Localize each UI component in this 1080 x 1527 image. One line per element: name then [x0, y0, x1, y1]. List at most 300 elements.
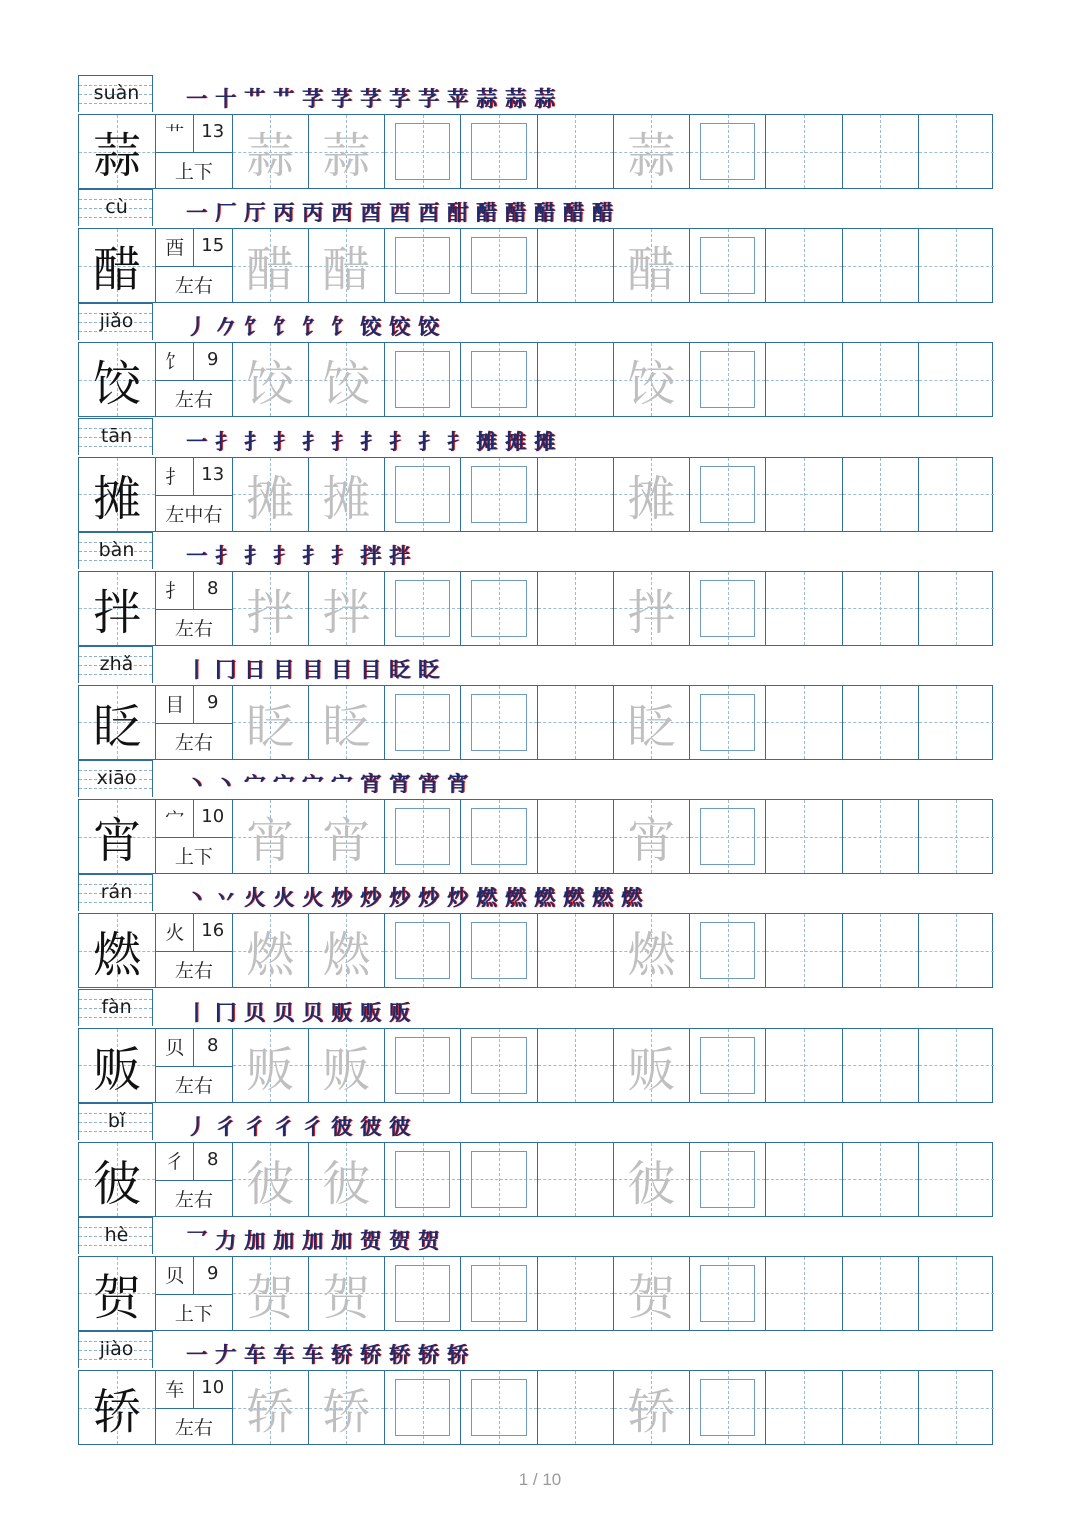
practice-cell-boxed[interactable]: [460, 229, 536, 302]
stroke-step: 艹: [244, 86, 265, 111]
stroke-step: 蒜: [505, 86, 526, 111]
trace-cell[interactable]: [613, 1029, 689, 1102]
trace-cell[interactable]: [613, 686, 689, 759]
trace-cell[interactable]: [308, 800, 384, 873]
stroke-step: 𠂊: [215, 314, 236, 340]
practice-cell-boxed[interactable]: [384, 115, 460, 188]
trace-cell[interactable]: [232, 686, 308, 759]
structure-label: 左右: [174, 731, 213, 754]
trace-cell[interactable]: [308, 1029, 384, 1102]
stroke-step: 饣: [302, 314, 323, 340]
dash-guide: [880, 572, 881, 645]
stroke-step: 宀: [244, 771, 265, 797]
trace-cell[interactable]: [613, 914, 689, 987]
divider: [156, 1066, 231, 1067]
practice-cell-boxed[interactable]: [460, 1371, 536, 1444]
stroke-step: 摊: [476, 428, 497, 454]
practice-cell[interactable]: [918, 1257, 994, 1330]
stroke-step: 加: [244, 1227, 265, 1253]
dash-guide: [804, 914, 805, 987]
stroke-step: 彼: [331, 1113, 352, 1139]
stroke-step: 丶: [186, 771, 207, 797]
inner-box: [471, 694, 526, 751]
pinyin-row: [78, 646, 993, 684]
stroke-step: 宀: [331, 771, 352, 797]
trace-cell[interactable]: [232, 115, 308, 188]
practice-cell[interactable]: [537, 914, 613, 987]
trace-cell[interactable]: [232, 800, 308, 873]
practice-cell[interactable]: [842, 800, 918, 873]
dash-guide: [880, 343, 881, 416]
stroke-step: 厂: [215, 200, 236, 226]
stroke-step: 饣: [331, 314, 352, 340]
inner-box: [700, 351, 755, 408]
trace-cell[interactable]: [232, 458, 308, 531]
pinyin-row: [78, 1103, 993, 1141]
trace-cell[interactable]: [232, 1143, 308, 1216]
stroke-step: 饣: [244, 314, 265, 340]
stroke-step: 苹: [447, 86, 468, 111]
trace-character: 拌: [246, 584, 295, 641]
stroke-step: 彼: [360, 1113, 381, 1139]
pinyin-label: hè: [104, 1223, 129, 1246]
practice-cell[interactable]: [765, 800, 841, 873]
stroke-step: 贩: [331, 999, 352, 1025]
inner-box: [395, 694, 450, 751]
stroke-order: [182, 311, 443, 341]
stroke-step: 宵: [418, 771, 439, 797]
trace-character: 燃: [246, 927, 295, 984]
practice-cell[interactable]: [918, 914, 994, 987]
pinyin-box: [78, 646, 153, 683]
practice-cell[interactable]: [918, 686, 994, 759]
dash-guide: [575, 1371, 576, 1444]
dash-guide: [956, 1029, 957, 1102]
inner-box: [395, 351, 450, 408]
stroke-step: 目: [273, 656, 294, 682]
practice-cell[interactable]: [537, 229, 613, 302]
trace-character: 眨: [322, 698, 371, 755]
practice-cell[interactable]: [842, 343, 918, 416]
practice-cell-boxed[interactable]: [384, 1143, 460, 1216]
stroke-step: 醋: [476, 200, 497, 226]
practice-cell-boxed[interactable]: [384, 572, 460, 645]
stroke-step: 冂: [215, 999, 236, 1025]
character-block: [78, 532, 993, 646]
stroke-step: 拌: [360, 542, 381, 568]
dash-guide: [575, 1143, 576, 1216]
practice-cell[interactable]: [765, 1371, 841, 1444]
inner-box: [471, 1265, 526, 1322]
dash-guide: [956, 914, 957, 987]
stroke-step: 十: [215, 86, 236, 111]
stroke-step: 芓: [418, 86, 439, 111]
practice-cell-boxed[interactable]: [384, 1029, 460, 1102]
practice-cell[interactable]: [537, 1143, 613, 1216]
practice-cell-boxed[interactable]: [460, 914, 536, 987]
practice-cell-boxed[interactable]: [384, 686, 460, 759]
practice-cell[interactable]: [537, 458, 613, 531]
practice-cell[interactable]: [918, 1371, 994, 1444]
practice-cell[interactable]: [537, 1029, 613, 1102]
model-character: 贩: [93, 1041, 142, 1098]
dash-guide: [956, 229, 957, 302]
practice-cell[interactable]: [765, 572, 841, 645]
writing-row: [78, 1370, 993, 1445]
practice-cell[interactable]: [765, 1143, 841, 1216]
dash-guide: [956, 1371, 957, 1444]
trace-cell[interactable]: [308, 343, 384, 416]
stroke-step: 火: [244, 885, 265, 911]
stroke-count: 9: [207, 349, 219, 371]
trace-cell[interactable]: [308, 572, 384, 645]
stroke-step: 丿: [186, 1113, 207, 1139]
dash-guide: [575, 686, 576, 759]
stroke-step: 厅: [244, 200, 265, 226]
practice-cell[interactable]: [842, 686, 918, 759]
stroke-count: 8: [207, 1148, 219, 1170]
char-info-cell: [155, 914, 231, 987]
dash-guide: [880, 229, 881, 302]
stroke-step: 燃: [563, 885, 584, 911]
pinyin-label: zhǎ: [99, 652, 134, 675]
practice-cell[interactable]: [842, 572, 918, 645]
structure-label: 左右: [174, 1074, 213, 1097]
pinyin-box: [78, 532, 153, 569]
stroke-count: 8: [207, 577, 219, 599]
practice-cell[interactable]: [765, 1257, 841, 1330]
trace-cell[interactable]: [613, 800, 689, 873]
trace-cell[interactable]: [232, 1371, 308, 1444]
inner-box: [471, 808, 526, 865]
practice-cell[interactable]: [537, 686, 613, 759]
inner-box: [471, 922, 526, 979]
dash-guide: [804, 1371, 805, 1444]
dash-guide: [575, 1029, 576, 1102]
char-info-cell: [155, 1029, 231, 1102]
stroke-step: 丶: [186, 885, 207, 911]
inner-box: [471, 466, 526, 523]
stroke-count: 9: [207, 1262, 219, 1284]
trace-character: 饺: [627, 356, 676, 413]
stroke-step: 宵: [389, 771, 410, 797]
stroke-step: 酉: [389, 200, 410, 226]
stroke-step: 摊: [505, 428, 526, 454]
trace-character: 蒜: [627, 128, 676, 184]
stroke-step: 扌: [215, 428, 236, 454]
trace-character: 饺: [246, 356, 295, 413]
practice-cell[interactable]: [537, 1257, 613, 1330]
divider: [156, 1294, 231, 1295]
practice-cell[interactable]: [537, 115, 613, 188]
model-character: 宵: [93, 813, 142, 870]
structure-label: 左右: [174, 1188, 213, 1211]
practice-cell-boxed[interactable]: [460, 115, 536, 188]
trace-character: 宵: [246, 813, 295, 870]
stroke-step: 宀: [302, 771, 323, 797]
practice-cell-boxed[interactable]: [460, 343, 536, 416]
trace-cell[interactable]: [308, 686, 384, 759]
stroke-step: 芓: [360, 86, 381, 111]
stroke-step: 轿: [331, 1342, 352, 1368]
stroke-step: 贺: [418, 1227, 439, 1253]
practice-cell[interactable]: [765, 229, 841, 302]
practice-cell[interactable]: [537, 572, 613, 645]
trace-cell[interactable]: [613, 343, 689, 416]
practice-cell-boxed[interactable]: [384, 1257, 460, 1330]
dash-guide: [575, 229, 576, 302]
practice-cell-boxed[interactable]: [689, 343, 765, 416]
pinyin-row: [78, 760, 993, 798]
practice-cell[interactable]: [842, 1143, 918, 1216]
dash-guide: [804, 686, 805, 759]
inner-box: [471, 1379, 526, 1436]
trace-cell[interactable]: [308, 115, 384, 188]
writing-row: [78, 1256, 993, 1331]
trace-cell[interactable]: [613, 1371, 689, 1444]
practice-cell-boxed[interactable]: [689, 572, 765, 645]
trace-cell[interactable]: [613, 1257, 689, 1330]
divider: [156, 951, 231, 952]
practice-cell[interactable]: [842, 1371, 918, 1444]
inner-box: [700, 466, 755, 523]
pinyin-row: [78, 418, 993, 456]
trace-cell[interactable]: [613, 229, 689, 302]
writing-row: [78, 1142, 993, 1217]
practice-cell[interactable]: [765, 458, 841, 531]
trace-cell[interactable]: [308, 458, 384, 531]
stroke-step: 彳: [273, 1113, 294, 1139]
trace-cell[interactable]: [232, 229, 308, 302]
practice-cell-boxed[interactable]: [689, 686, 765, 759]
practice-cell-boxed[interactable]: [689, 1029, 765, 1102]
pinyin-box: [78, 874, 153, 911]
inner-box: [700, 808, 755, 865]
structure-label: 左右: [174, 389, 213, 412]
pinyin-row: [78, 989, 993, 1027]
stroke-count: 13: [201, 121, 225, 142]
stroke-step: 扌: [360, 428, 381, 454]
trace-cell[interactable]: [308, 1371, 384, 1444]
practice-cell-boxed[interactable]: [460, 1029, 536, 1102]
stroke-step: 一: [186, 1342, 207, 1368]
stroke-step: 轿: [447, 1342, 468, 1368]
radical-label: 艹: [165, 123, 185, 145]
radical-label: 车: [165, 1379, 185, 1402]
stroke-step: 扌: [331, 428, 352, 454]
practice-cell-boxed[interactable]: [460, 800, 536, 873]
practice-cell-boxed[interactable]: [689, 458, 765, 531]
stroke-step: 目: [331, 656, 352, 682]
trace-cell[interactable]: [613, 115, 689, 188]
stroke-order: [182, 540, 414, 570]
practice-cell[interactable]: [918, 800, 994, 873]
practice-cell[interactable]: [842, 914, 918, 987]
practice-cell-boxed[interactable]: [384, 229, 460, 302]
practice-cell[interactable]: [842, 458, 918, 531]
trace-character: 蒜: [322, 128, 371, 184]
practice-cell-boxed[interactable]: [689, 115, 765, 188]
practice-cell-boxed[interactable]: [460, 572, 536, 645]
model-char-cell: [79, 914, 155, 987]
practice-cell[interactable]: [918, 1029, 994, 1102]
trace-cell[interactable]: [308, 229, 384, 302]
radical-label: 饣: [165, 351, 185, 374]
practice-cell[interactable]: [537, 1371, 613, 1444]
trace-cell[interactable]: [613, 1143, 689, 1216]
practice-cell[interactable]: [842, 1257, 918, 1330]
stroke-step: 扌: [389, 428, 410, 454]
inner-box: [700, 694, 755, 751]
inner-box: [700, 1151, 755, 1208]
trace-cell[interactable]: [232, 343, 308, 416]
stroke-count: 15: [201, 235, 225, 257]
char-info-cell: [155, 1371, 231, 1444]
trace-character: 轿: [246, 1384, 295, 1441]
trace-cell[interactable]: [308, 1257, 384, 1330]
practice-cell[interactable]: [765, 686, 841, 759]
structure-label: 左右: [174, 275, 213, 298]
inner-box: [700, 922, 755, 979]
practice-cell[interactable]: [918, 458, 994, 531]
dash-guide: [956, 800, 957, 873]
stroke-step: 燃: [592, 885, 613, 911]
trace-cell[interactable]: [613, 572, 689, 645]
practice-cell[interactable]: [537, 800, 613, 873]
trace-cell[interactable]: [232, 1029, 308, 1102]
stroke-step: 火: [302, 885, 323, 911]
practice-cell-boxed[interactable]: [689, 1257, 765, 1330]
pinyin-label: bàn: [98, 538, 135, 561]
stroke-step: 炒: [389, 885, 410, 911]
pinyin-label: xiāo: [96, 767, 137, 790]
practice-cell-boxed[interactable]: [460, 1257, 536, 1330]
dash-guide: [804, 800, 805, 873]
practice-cell[interactable]: [918, 1143, 994, 1216]
practice-cell-boxed[interactable]: [689, 800, 765, 873]
divider: [156, 380, 231, 381]
trace-character: 醋: [627, 242, 676, 299]
char-info-cell: [155, 115, 231, 188]
practice-cell-boxed[interactable]: [384, 458, 460, 531]
trace-cell[interactable]: [232, 572, 308, 645]
inner-box: [471, 1151, 526, 1208]
practice-cell-boxed[interactable]: [689, 1371, 765, 1444]
practice-cell-boxed[interactable]: [384, 800, 460, 873]
stroke-order: [182, 654, 443, 684]
pinyin-label: tān: [100, 424, 133, 447]
structure-label: 上下: [174, 161, 213, 183]
practice-cell-boxed[interactable]: [689, 1143, 765, 1216]
practice-cell[interactable]: [918, 343, 994, 416]
inner-box: [471, 123, 526, 180]
practice-cell[interactable]: [842, 1029, 918, 1102]
practice-cell[interactable]: [918, 572, 994, 645]
practice-cell[interactable]: [918, 115, 994, 188]
stroke-count: 8: [207, 1034, 219, 1056]
practice-cell[interactable]: [765, 914, 841, 987]
practice-cell-boxed[interactable]: [460, 458, 536, 531]
trace-character: 贺: [627, 1269, 676, 1326]
practice-cell-boxed[interactable]: [689, 914, 765, 987]
inner-box: [700, 237, 755, 294]
dash-guide: [804, 229, 805, 302]
trace-cell[interactable]: [308, 914, 384, 987]
practice-cell[interactable]: [765, 115, 841, 188]
stroke-step: 饺: [360, 314, 381, 340]
character-block: [78, 1217, 993, 1331]
dash-guide: [880, 800, 881, 873]
practice-sheet: [78, 75, 993, 1445]
stroke-step: 醋: [534, 200, 555, 226]
inner-box: [395, 466, 450, 523]
pinyin-label: cù: [105, 196, 128, 219]
trace-cell[interactable]: [232, 914, 308, 987]
stroke-step: 艹: [273, 86, 294, 111]
divider: [156, 152, 231, 153]
stroke-step: 车: [302, 1342, 323, 1368]
practice-cell-boxed[interactable]: [460, 686, 536, 759]
trace-character: 拌: [627, 584, 676, 641]
practice-cell[interactable]: [918, 229, 994, 302]
stroke-step: 摊: [534, 428, 555, 454]
stroke-step: 宵: [360, 771, 381, 797]
trace-character: 贺: [322, 1269, 371, 1326]
stroke-step: 扌: [331, 542, 352, 568]
inner-box: [395, 123, 450, 180]
practice-cell[interactable]: [842, 115, 918, 188]
inner-box: [395, 1037, 450, 1094]
trace-character: 醋: [322, 242, 371, 299]
practice-cell[interactable]: [537, 343, 613, 416]
pinyin-box: [78, 989, 153, 1026]
stroke-step: 日: [244, 656, 265, 682]
stroke-step: 蒜: [476, 86, 497, 111]
practice-cell[interactable]: [842, 229, 918, 302]
stroke-order: [182, 1225, 443, 1255]
model-char-cell: [79, 1371, 155, 1444]
stroke-step: 一: [186, 200, 207, 226]
pinyin-box: [78, 760, 153, 797]
trace-character: 摊: [322, 470, 371, 527]
stroke-step: 力: [215, 1227, 236, 1253]
trace-cell[interactable]: [613, 458, 689, 531]
trace-character: 贺: [246, 1269, 295, 1326]
stroke-step: 加: [331, 1227, 352, 1253]
practice-cell-boxed[interactable]: [384, 914, 460, 987]
practice-cell-boxed[interactable]: [384, 343, 460, 416]
practice-cell-boxed[interactable]: [689, 229, 765, 302]
dash-guide: [575, 343, 576, 416]
model-char-cell: [79, 686, 155, 759]
inner-box: [395, 237, 450, 294]
stroke-step: 燃: [534, 885, 555, 911]
trace-cell[interactable]: [232, 1257, 308, 1330]
practice-cell[interactable]: [765, 1029, 841, 1102]
trace-character: 眨: [627, 698, 676, 755]
stroke-step: 酣: [447, 200, 468, 226]
stroke-step: 宵: [447, 771, 468, 797]
stroke-step: 贺: [389, 1227, 410, 1253]
stroke-step: 彼: [389, 1113, 410, 1139]
trace-cell[interactable]: [308, 1143, 384, 1216]
practice-cell[interactable]: [765, 343, 841, 416]
stroke-order: [182, 1111, 414, 1141]
divider: [156, 723, 231, 724]
pinyin-row: [78, 75, 993, 113]
practice-cell-boxed[interactable]: [460, 1143, 536, 1216]
practice-cell-boxed[interactable]: [384, 1371, 460, 1444]
